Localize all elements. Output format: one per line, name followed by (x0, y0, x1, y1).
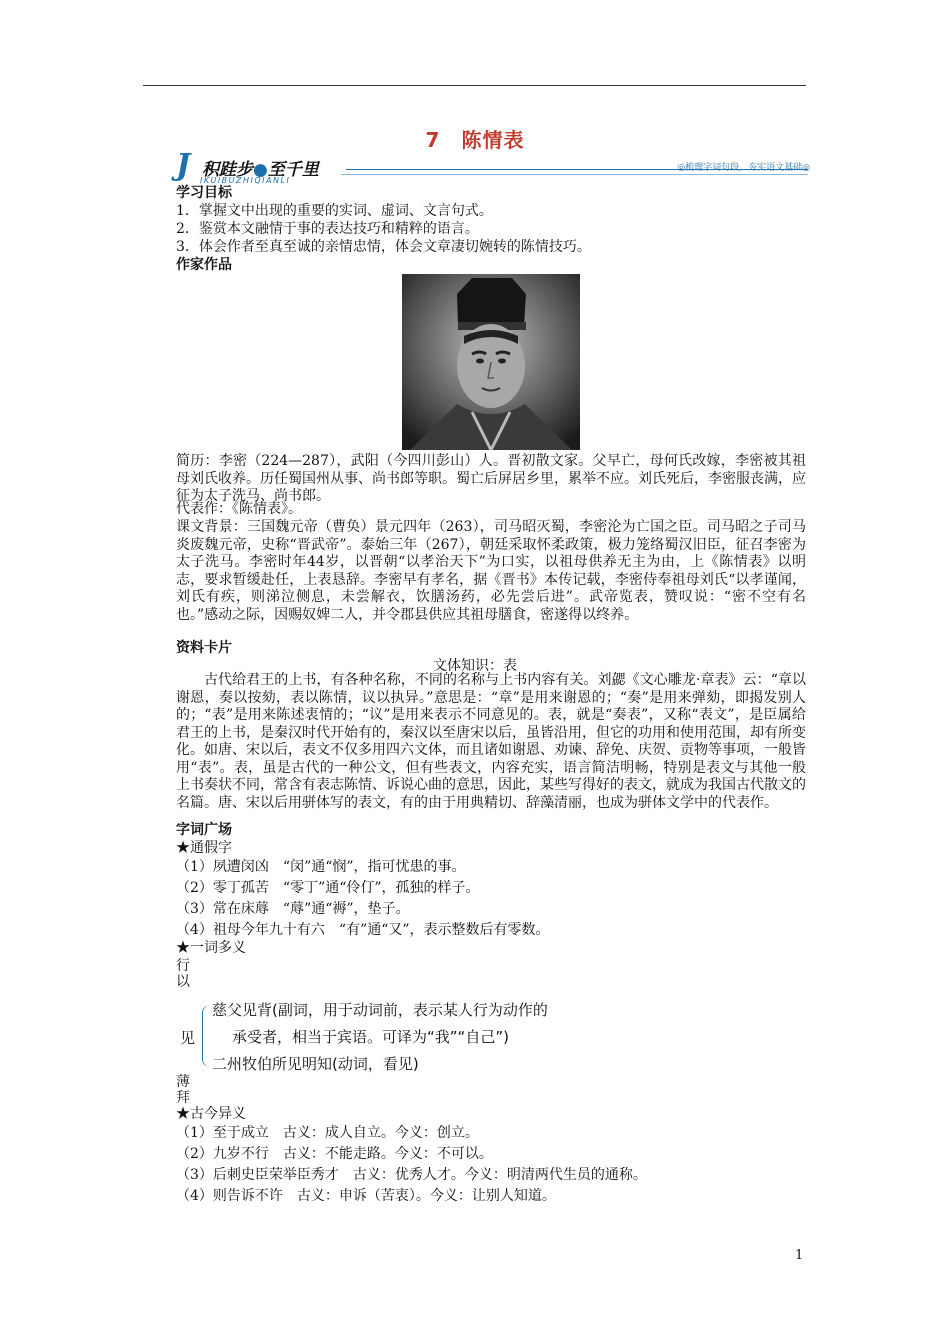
jian-sense-line: 承受者，相当于宾语。可译为“我”“自己”) (232, 1028, 509, 1046)
gujin-item: （3）后刺史臣荣举臣秀才 古义：优秀人才。今义：明清两代生员的通称。 (176, 1167, 647, 1183)
tongjia-item: （3）常在床蓐 “蓐”通“褥”，垫子。 (176, 901, 410, 917)
author-bio: 简历：李密（224—287），武阳（今四川彭山）人。晋初散文家。父早亡，母何氏改嫁，李密被其祖母刘氏收养。历任蜀国州从事、尚书郎等职。蜀亡后屏居乡里，累举不应。刘氏死后，李密服丧满，应征为太子洗马、尚书郎。 (176, 453, 806, 504)
tongjia-item: （4）祖母今年九十有六 “有”通“又”，表示整数后有零数。 (176, 922, 550, 938)
gujin-item: （1）至于成立 古义：成人自立。今义：创立。 (176, 1125, 479, 1141)
banner-pinyin: IKUIBUZHIQIANLI (200, 176, 291, 185)
tongjia-item: （2）零丁孤苦 “零丁”通“伶仃”，孤独的样子。 (176, 880, 480, 896)
page-number: 1 (795, 1248, 804, 1263)
section-banner (176, 148, 810, 185)
card-text: 古代给君王的上书，有各种名称，不同的名称与上书内容有关。刘勰《文心雕龙·章表》云：“章以谢恩，奏以按劾，表以陈情，议以执异。”意思是：“章”是用来谢恩的；“奏”是用来弹劾，即揭发别人的；“表”是用来陈述衷情的；“议”是用来表示不同意见的。表，就是“奏表”，又称“表文”，是臣属给君王的上书，是秦汉时代开始有的，秦汉以至唐宋以后，虽皆沿用，但它的功用和使用范围，却有所变化。如唐、宋以后，表文不仅多用四六文体，而且诸如谢恩、劝谏、辞免、庆贺、贡物等事项，一般皆用“表”。表，虽是古代的一种公文，但有些表文，内容充实，语言简洁明畅，特别是表文与其他一般上书奏状不同，常含有表志陈情、诉说心曲的意思，因此，某些写得好的表文，就成为我国古代散文的名篇。唐、宋以后用骈体写的表文，有的由于用典精切、辞藻清丽，也成为骈体文学中的代表作。 (176, 672, 806, 811)
author-works: 代表作：《陈情表》。 (176, 501, 302, 517)
yici-heading: ★一词多义 (176, 940, 246, 956)
polysemy-word-bao: 薄 (176, 1074, 190, 1090)
header-rule (143, 85, 806, 86)
text-background: 课文背景：三国魏元帝（曹奂）景元四年（263），司马昭灭蜀，李密沦为亡国之臣。司马昭之子司马炎废魏元帝，史称“晋武帝”。泰始三年（267），朝廷采取怀柔政策，极力笼络蜀汉旧臣，征召李密为太子洗马。李密时年44岁，以晋朝“以孝治天下”为口实，以祖母供养无主为由，上《陈情表》以明志，要求暂缓赴任，上表恳辞。李密早有孝名，据《晋书》本传记载，李密侍奉祖母刘氏“以孝谨闻，刘氏有疾，则涕泣侧息，未尝解衣，饮膳汤药，必先尝后进”。武帝览表，赞叹说：“密不空有名也。”感动之际，因赐奴婢二人，并令郡县供应其祖母膳食，密遂得以终养。 (176, 519, 806, 623)
banner-j-glyph: J (176, 148, 191, 183)
section-heading-words: 字词广场 (176, 822, 232, 838)
tongjia-heading: ★通假字 (176, 840, 232, 856)
goal-item: 1．掌握文中出现的重要的实词、虚词、文言句式。 (176, 203, 493, 219)
polysemy-word-bai: 拜 (176, 1090, 190, 1106)
polysemy-jian-block (176, 993, 636, 1081)
gujin-heading: ★古今异义 (176, 1106, 246, 1122)
section-heading-author: 作家作品 (176, 257, 232, 273)
banner-tag: ◎梳理字词句段，夯实语文基础◎ (677, 163, 810, 173)
gujin-item: （2）九岁不行 古义：不能走路。今义：不可以。 (176, 1146, 493, 1162)
polysemy-word-yi: 以 (176, 974, 190, 990)
author-portrait (402, 274, 580, 450)
polysemy-word-jian: 见 (180, 1029, 196, 1047)
jian-sense-line: 慈父见背(副词，用于动词前，表示某人行为动作的 (212, 1001, 548, 1019)
page-title: 7 陈情表 (425, 128, 525, 152)
banner-title: 积跬步●至千里 (202, 160, 319, 180)
goal-item: 2．鉴赏本文融情于事的表达技巧和精粹的语言。 (176, 221, 479, 237)
brace-icon (202, 1005, 211, 1067)
section-heading-goals: 学习目标 (176, 185, 232, 201)
card-title: 文体知识：表 (433, 658, 517, 674)
goal-item: 3．体会作者至真至诚的亲情忠情，体会文章凄切婉转的陈情技巧。 (176, 239, 591, 255)
banner-line-2 (341, 174, 808, 175)
tongjia-item: （1）夙遭闵凶 “闵”通“悯”，指可忧患的事。 (176, 859, 466, 875)
gujin-item: （4）则告诉不许 古义：申诉（苦衷）。今义：让别人知道。 (176, 1188, 556, 1204)
polysemy-word-xing: 行 (176, 958, 190, 974)
jian-sense-line: 二州牧伯所见明知(动词，看见) (212, 1055, 419, 1073)
section-heading-card: 资料卡片 (176, 640, 232, 656)
portrait-illustration (402, 274, 580, 450)
